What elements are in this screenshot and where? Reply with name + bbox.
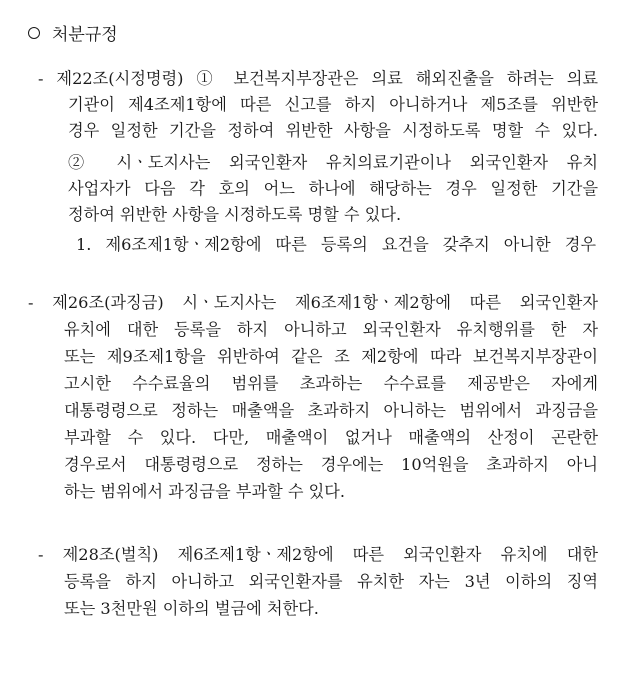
article-22-line-6: 정하여 위반한 사항을 시정하도록 명할 수 있다.: [68, 205, 402, 224]
article-22-line-5: 사업자가 다음 각 호의 어느 하나에 해당하는 경우 일정한 기간을: [68, 179, 598, 198]
article-22-line-1: - 제22조(시정명령) ① 보건복지부장관은 의료 해외진출을 하려는 의료: [38, 69, 598, 88]
section-title: 처분규정: [52, 25, 118, 45]
article-22-line-4: ② 시ㆍ도지사는 외국인환자 유치의료기관이나 외국인환자 유치: [68, 153, 598, 172]
article-28-line-3: 또는 3천만원 이하의 벌금에 처한다.: [64, 599, 319, 618]
article-28-line-2: 등록을 하지 아니하고 외국인환자를 유치한 자는 3년 이하의 징역: [64, 572, 598, 591]
article-26-line-2: 유치에 대한 등록을 하지 아니하고 외국인환자 유치행위를 한 자: [64, 320, 598, 339]
article-26-line-1: - 제26조(과징금) 시ㆍ도지사는 제6조제1항ㆍ제2항에 따른 외국인환자: [28, 293, 598, 312]
section-heading: [28, 22, 118, 48]
article-26-line-7: 경우로서 대통령령으로 정하는 경우에는 10억원을 초과하지 아니: [64, 455, 598, 474]
circle-bullet-icon: [28, 27, 40, 39]
article-26-line-4: 고시한 수수료율의 범위를 초과하는 수수료를 제공받은 자에게: [64, 374, 598, 393]
article-22-line-3: 경우 일정한 기간을 정하여 위반한 사항을 시정하도록 명할 수 있다.: [68, 121, 598, 140]
article-26-line-5: 대통령령으로 정하는 매출액을 초과하지 아니하는 범위에서 과징금을: [64, 401, 598, 420]
article-22-item-1: 1. 제6조제1항ㆍ제2항에 따른 등록의 요건을 갖추지 아니한 경우: [76, 235, 596, 254]
article-22-line-2: 기관이 제4조제1항에 따른 신고를 하지 아니하거나 제5조를 위반한: [68, 95, 598, 114]
article-26-line-3: 또는 제9조제1항을 위반하여 같은 조 제2항에 따라 보건복지부장관이: [64, 347, 598, 366]
article-26-line-8: 하는 범위에서 과징금을 부과할 수 있다.: [64, 482, 346, 501]
article-26-line-6: 부과할 수 있다. 다만, 매출액이 없거나 매출액의 산정이 곤란한: [64, 428, 598, 447]
article-28-line-1: - 제28조(벌칙) 제6조제1항ㆍ제2항에 따른 외국인환자 유치에 대한: [38, 545, 598, 564]
